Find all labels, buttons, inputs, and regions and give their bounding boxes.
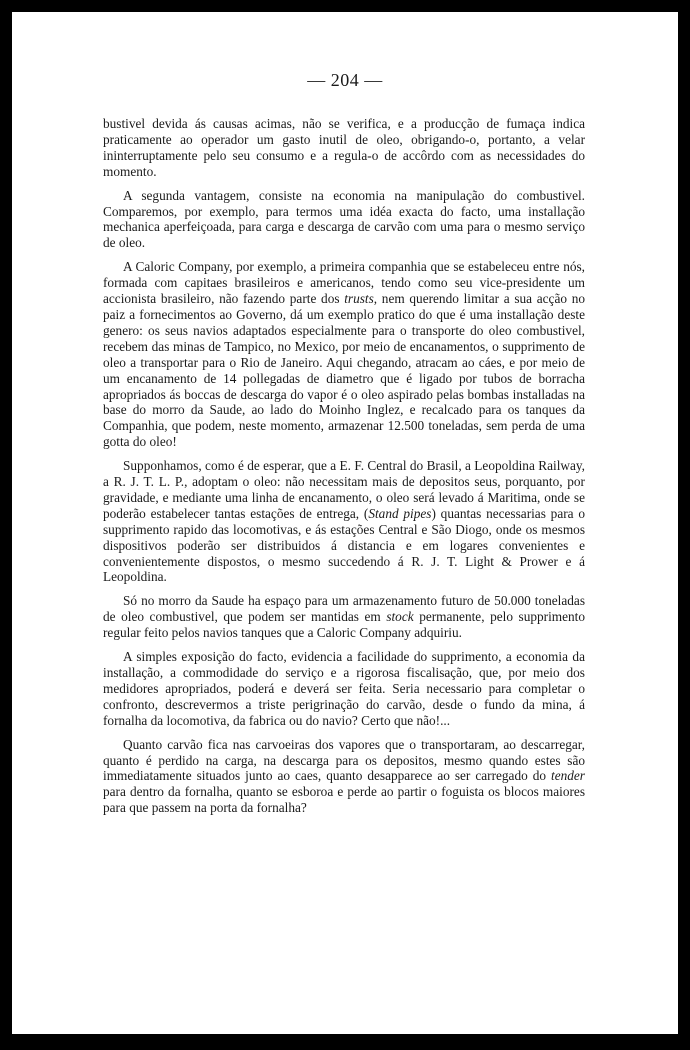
- paragraph-6: A simples exposição do facto, evidencia a facilidade do supprimento, a economia da installação, a commodidade do serviço e a rigorosa fiscalisação, que, por meio dos medidores apropriados, poderá e deverá ser feita. Seria necessario para completar o confronto, descrevermos a triste perigrinação do carvão, desde o fundo da mina, á fornalha da locomotiva, da fabrica ou do navio? Certo que não!...: [103, 649, 585, 728]
- paragraph-2: A segunda vantagem, consiste na economia na manipulação do combustivel. Comparemos, por exemplo, para termos uma idéa exacta do facto, uma installação mechanica aperfeiçoada, para carga e descarga de carvão com uma para o mesmo serviço de oleo.: [103, 187, 585, 251]
- page-number: — 204 —: [307, 70, 383, 90]
- paragraph-4: Supponhamos, como é de esperar, que a E. F. Central do Brasil, a Leopoldina Railway, a R. J. T. L. P., adoptam o oleo: não necessitam mais de depositos seus, porquanto, por gravidade, e mediante uma linha de encanamento, o oleo será levado á Maritima, onde se poderão estabelecer tantas estações de entrega, (Stand pipes) quantas necessarias para o supprimento rapido das locomotivas, e ás estações Central e São Diogo, onde os mesmos dispositivos poderão ser distribuidos á distancia e em logares convenientes e convenientemente dispostos, o mesmo succedendo á R. J. T. Light & Prower e á Leopoldina.: [103, 458, 585, 585]
- paragraph-1: bustivel devida ás causas acimas, não se verifica, e a producção de fumaça indica praticamente ao operador um gasto inutil de oleo, obrigando-o, portanto, a velar ininterruptamente pelo seu consumo e a regula-o de accôrdo com as necessidades do momento.: [103, 116, 585, 179]
- paragraph-3: A Caloric Company, por exemplo, a primeira companhia que se estabeleceu entre nós, formada com capitaes brasileiros e americanos, tendo como seu vice-presidente um accionista brasileiro, não fazendo parte dos trusts, nem querendo limitar a sua acção no paiz a fornecimentos ao Governo, dá um exemplo pratico do que é uma installação deste genero: os seus navios adaptados especialmente para o transporte do oleo combustivel, recebem das minas de Tampico, no Mexico, por meio de encanamentos, o supprimento de oleo a transportar para o Rio de Janeiro. Aqui chegando, atracam ao cáes, e por meio de um encanamento de 14 pollegadas de diametro que é ligado por tubos de borracha apropriados ás boccas de descarga do vapor é o oleo aspirado pelas bombas installadas na base do morro da Saude, ao lado do Moinho Inglez, e recalcado para os tanques da Companhia, que podem, neste momento, armazenar 12.500 toneladas, sem perda de uma gotta do oleo!: [103, 259, 585, 450]
- paragraph-7: Quanto carvão fica nas carvoeiras dos vapores que o transportaram, ao descarregar, quanto é perdido na carga, na descarga para os depositos, mesmo quando estes são immediatamente situados junto ao caes, quanto desapparece ao ser carregado do tender para dentro da fornalha, quanto se esboroa e perde ao partir o foguista os blocos maiores para que passem na porta da fornalha?: [103, 736, 585, 816]
- paragraph-5: Só no morro da Saude ha espaço para um armazenamento futuro de 50.000 toneladas de oleo combustivel, que podem ser mantidas em stock permanente, pelo supprimento regular feito pelos navios tanques que a Caloric Company adquiriu.: [103, 593, 585, 641]
- body-text: [103, 116, 585, 824]
- document-page: [12, 12, 678, 1034]
